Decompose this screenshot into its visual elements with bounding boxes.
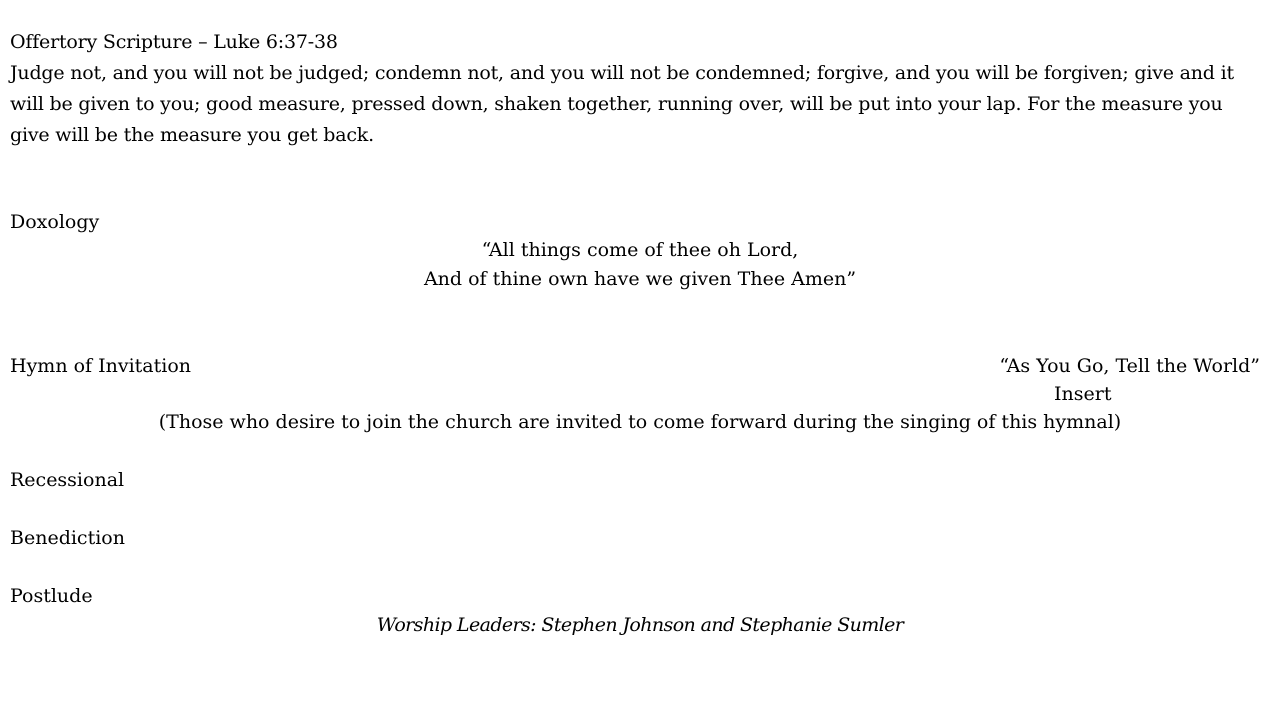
offertory-scripture-text: Judge not, and you will not be judged; condemn not, and you will not be condemned; forgive, and you will be forgiven; give and it will be given to you; good measure, pressed down, shaken together, running over, will be put into your lap. For the measure you give will be the measure you get back.	[10, 62, 1234, 146]
doxology-label: Doxology	[10, 211, 100, 233]
hymn-title: “As You Go, Tell the World”	[999, 355, 1260, 377]
hymn-row	[10, 352, 1260, 380]
postlude-label: Postlude	[10, 585, 93, 607]
hymn-label: Hymn of Invitation	[10, 355, 192, 377]
doxology-line-2: And of thine own have we given Thee Amen”	[423, 268, 857, 290]
offertory-heading: Offertory Scripture – Luke 6:37-38	[10, 31, 338, 53]
offertory-section	[10, 27, 1260, 151]
hymn-source: Insert	[1054, 383, 1112, 405]
worship-leaders: Worship Leaders: Stephen Johnson and Stephanie Sumler	[376, 614, 904, 636]
benediction-label: Benediction	[10, 527, 125, 549]
recessional-label: Recessional	[10, 469, 125, 491]
doxology-line-1: “All things come of thee oh Lord,	[481, 239, 799, 261]
hymn-invitation-note: (Those who desire to join the church are invited to come forward during the singing of this hymnal)	[158, 411, 1122, 433]
